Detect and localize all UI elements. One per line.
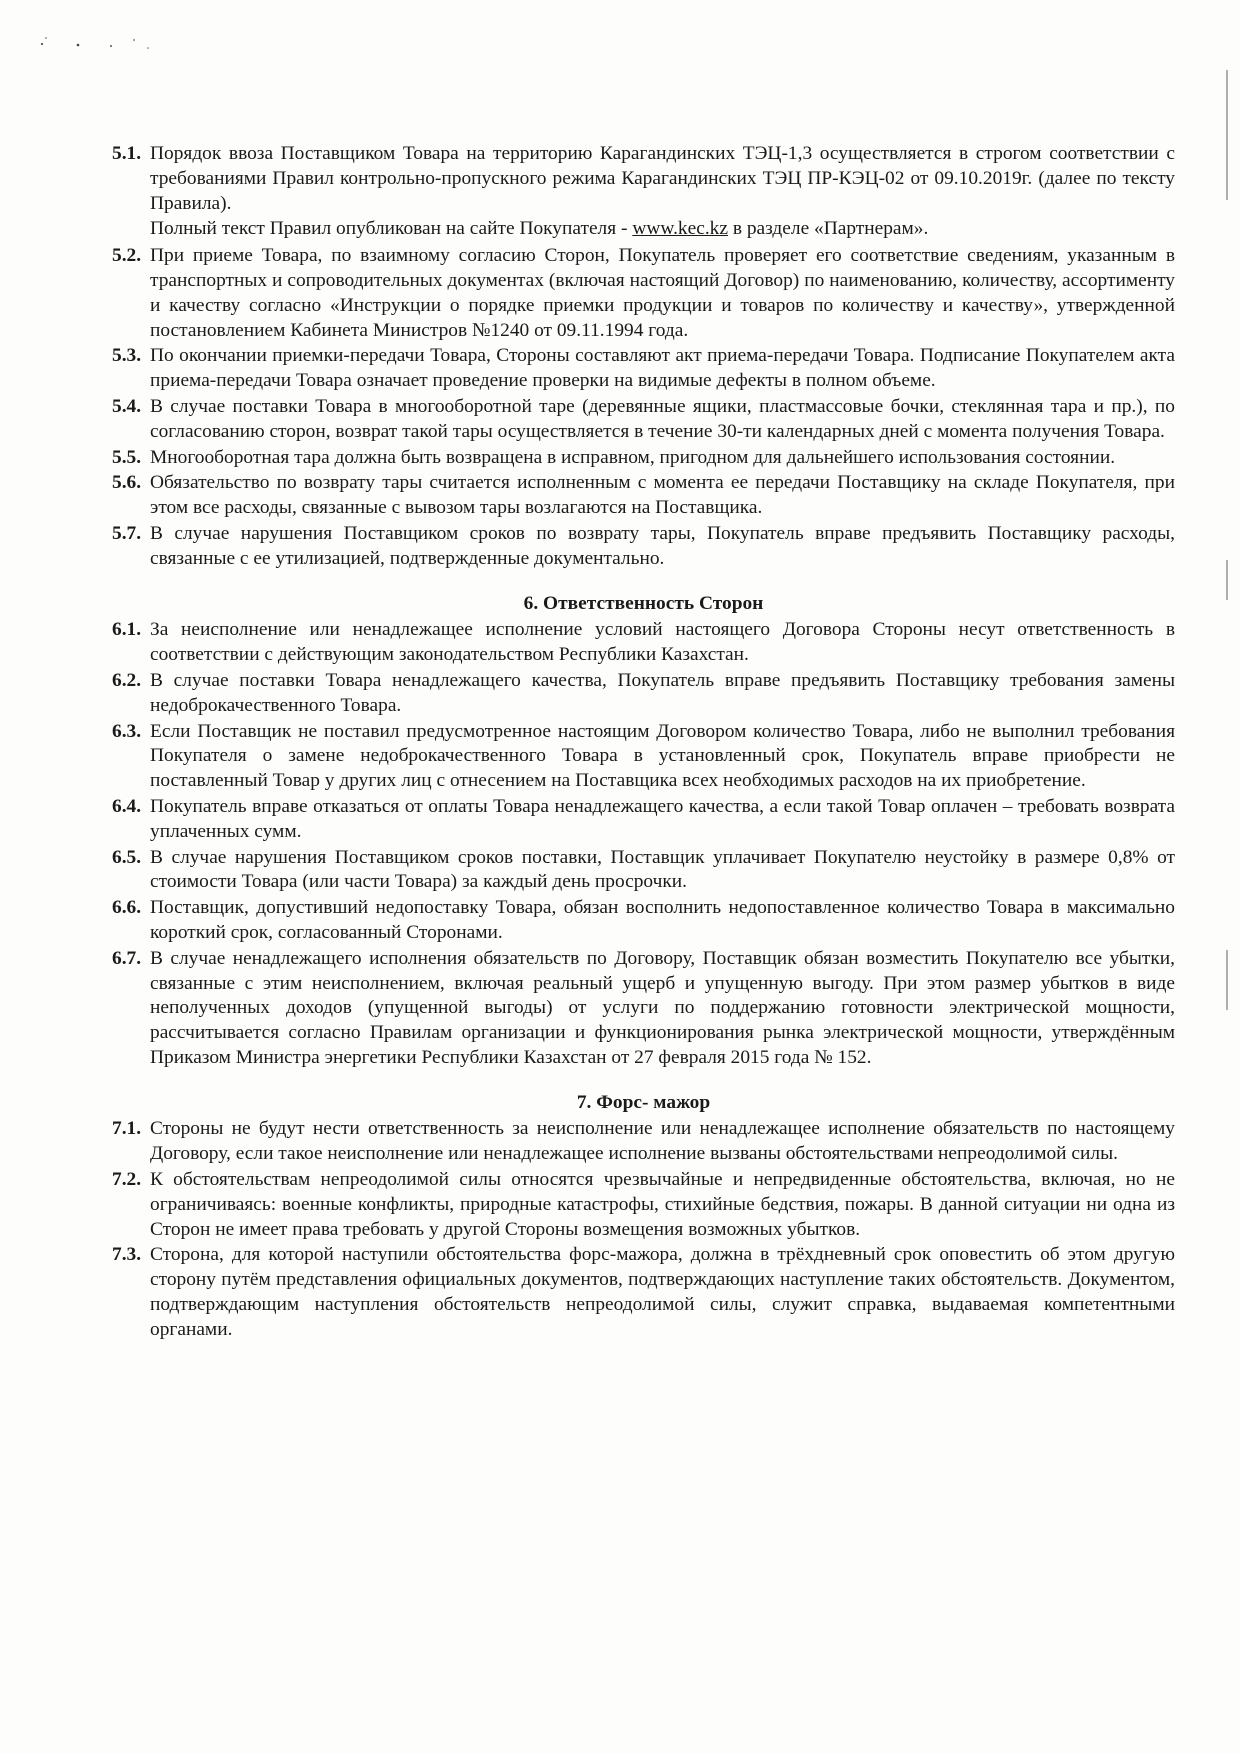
clause-6-3 — [112, 720, 1175, 794]
clause-text: Обязательство по возврату тары считается исполненным с момента ее передачи Поставщику на складе Покупателя, при этом все расходы, связанные с вывозом тары возлагаются на Поставщика. — [150, 472, 1175, 519]
clause-number: 5.3. — [112, 345, 142, 367]
clause-number: 6.7. — [112, 947, 142, 969]
clause-number: 7.1. — [112, 1118, 142, 1140]
clause-5-3 — [112, 344, 1175, 394]
clause-number: 5.5. — [112, 446, 142, 468]
clause-5-4 — [112, 395, 1175, 445]
clause-text: В случае нарушения Поставщиком сроков поставки, Поставщик уплачивает Покупателю неустойку в размере 0,8% от стоимости Товара (или части Товара) за каждый день просрочки. — [150, 846, 1175, 893]
clause-text: Многооборотная тара должна быть возвращена в исправном, пригодном для дальнейшего использования состоянии. — [150, 446, 1116, 468]
clause-5-1 — [112, 142, 1175, 216]
clause-5-2 — [112, 244, 1175, 343]
clause-text: Если Поставщик не поставил предусмотренное настоящим Договором количество Товара, либо не выполнил требования Покупателя о замене недоброкачественного Товара в установленный срок, Покупатель вправе приобрести не поставленный Товар у других лиц с отнесением на Поставщика всех необходимых расходов на их приобретение. — [150, 720, 1175, 792]
clause-number: 6.1. — [112, 619, 142, 641]
clause-number: 5.6. — [112, 472, 142, 494]
clause-6-4 — [112, 795, 1175, 845]
clause-text: В случае поставки Товара ненадлежащего качества, Покупатель вправе предъявить Поставщику требования замены недоброкачественного Товара. — [150, 669, 1175, 716]
clause-text: Покупатель вправе отказаться от оплаты Товара ненадлежащего качества, а если такой Товар оплачен – требовать возврата уплаченных сумм. — [150, 795, 1175, 842]
note-text-suffix: в разделе «Партнерам». — [727, 218, 929, 240]
clause-text: В случае нарушения Поставщиком сроков по возврату тары, Покупатель вправе предъявить Поставщику расходы, связанные с ее утилизацией, подтвержденные документально. — [150, 522, 1175, 569]
clause-text: Порядок ввоза Поставщиком Товара на территорию Карагандинских ТЭЦ-1,3 осуществляется в строгом соответствии с требованиями Правил контрольно-пропускного режима Карагандинских ТЭЦ ПР-КЭЦ-02 от 09.10.2019г. (далее по тексту Правила). — [150, 143, 1175, 214]
section-7-title: 7. Форс- мажор — [576, 1091, 711, 1113]
website-link[interactable]: www.kec.kz — [632, 218, 728, 240]
scan-edge-mark — [1226, 560, 1228, 600]
clause-number: 7.3. — [112, 1244, 142, 1266]
rules-website-note — [112, 217, 1175, 242]
document-body — [112, 142, 1175, 1344]
clause-7-1 — [112, 1117, 1175, 1167]
scan-edge-mark — [1226, 950, 1228, 1010]
clause-number: 5.4. — [112, 395, 142, 417]
note-text: Полный текст Правил опубликован на сайте Покупателя - — [150, 218, 633, 240]
scan-specks — [36, 30, 176, 60]
clause-7-3 — [112, 1243, 1175, 1342]
clause-number: 5.2. — [112, 245, 142, 267]
clause-number: 6.3. — [112, 720, 142, 742]
clause-text: По окончании приемки-передачи Товара, Стороны составляют акт приема-передачи Товара. Подписание Покупателем акта приема-передачи Товара означает проведение проверки на видимые дефекты в полном объеме. — [150, 345, 1175, 392]
clause-number: 6.2. — [112, 669, 142, 691]
clause-6-1 — [112, 618, 1175, 668]
clause-text: Стороны не будут нести ответственность за неисполнение или ненадлежащее исполнение обязательств по настоящему Договору, если такое неисполнение или ненадлежащее исполнение вызваны обстоятельствами непреодолимой силы. — [150, 1118, 1175, 1165]
clause-text: Поставщик, допустивший недопоставку Товара, обязан восполнить недопоставленное количество Товара в максимально короткий срок, согласованный Сторонами. — [150, 897, 1175, 943]
clause-text: К обстоятельствам непреодолимой силы относятся чрезвычайные и непредвиденные обстоятельства, включая, но не ограничиваясь: военные конфликты, природные катастрофы, стихийные бедствия, пожары. В данной ситуации ни одна из Сторон не имеет права требовать у другой Стороны возмещения возможных убытков. — [150, 1169, 1175, 1240]
clause-text: В случае поставки Товара в многооборотной таре (деревянные ящики, пластмассовые бочки, стеклянная тара и пр.), по согласованию сторон, возврат такой тары осуществляется в течение 30-ти календарных дней с момента получения Товара. — [150, 395, 1175, 442]
clause-number: 7.2. — [112, 1169, 142, 1191]
clause-6-6 — [112, 896, 1175, 946]
clause-number: 5.7. — [112, 522, 142, 544]
clause-6-5 — [112, 846, 1175, 896]
clause-number: 6.4. — [112, 795, 142, 817]
clause-5-5 — [112, 446, 1175, 471]
clause-7-2 — [112, 1168, 1175, 1242]
clause-text: За неисполнение или ненадлежащее исполнение условий настоящего Договора Стороны несут ответственность в соответствии с действующим законодательством Республики Казахстан. — [150, 619, 1175, 666]
scan-edge-mark — [1226, 70, 1228, 200]
section-6-title: 6. Ответственность Сторон — [523, 592, 764, 614]
clause-text: При приеме Товара, по взаимному согласию Сторон, Покупатель проверяет его соответствие сведениям, указанным в транспортных и сопроводительных документах (включая настоящий Договор) по наименованию, количеству, ассортименту и качеству согласно «Инструкции о порядке приемки продукции и товаров по количеству и качеству», утвержденной постановлением Кабинета Министров №1240 от 09.11.1994 года. — [150, 245, 1175, 341]
clause-5-6 — [112, 471, 1175, 521]
clause-5-7 — [112, 522, 1175, 572]
clause-number: 6.5. — [112, 846, 142, 868]
clause-text: В случае ненадлежащего исполнения обязательств по Договору, Поставщик обязан возместить Покупателю все убытки, связанные с этим неисполнением, включая реальный ущерб и упущенную выгоду. При этом размер убытков в виде неполученных доходов (упущенной выгоды) от услуги по поддержанию готовности электрической мощности, рассчитывается согласно Правилам организации и функционирования рынка электрической мощности, утверждённым Приказом Министра энергетики Республики Казахстан от 27 февраля 2015 года № 152. — [150, 947, 1175, 1068]
clause-number: 5.1. — [112, 143, 142, 164]
clause-6-7 — [112, 947, 1175, 1071]
clause-6-2 — [112, 669, 1175, 719]
clause-text: Сторона, для которой наступили обстоятельства форс-мажора, должна в трёхдневный срок оповестить об этом другую сторону путём представления официальных документов, подтверждающих наступление таких обстоятельств. Документом, подтверждающим наступления обстоятельств непреодолимой силы, служит справка, выдаваемая компетентными органами. — [150, 1244, 1175, 1340]
clause-number: 6.6. — [112, 897, 142, 919]
